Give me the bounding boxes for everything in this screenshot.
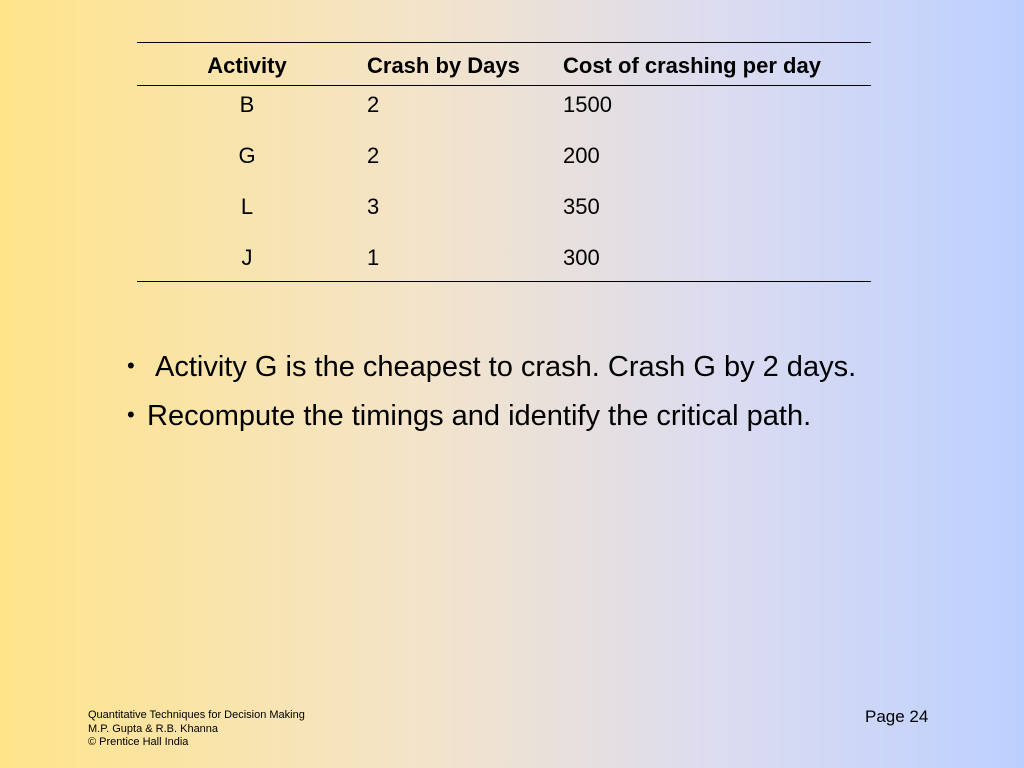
cell-cost: 350 bbox=[563, 194, 600, 219]
bullet-item bbox=[127, 391, 856, 440]
cell-crash-days: 1 bbox=[367, 245, 380, 270]
cell-activity: B bbox=[239, 92, 255, 117]
header-cost-of-crashing: Cost of crashing per day bbox=[553, 43, 871, 86]
cell-activity: G bbox=[238, 143, 256, 168]
footer-publisher: © Prentice Hall India bbox=[88, 736, 189, 748]
footer-book-title: Quantitative Techniques for Decision Making bbox=[88, 709, 305, 721]
cell-cost: 1500 bbox=[563, 92, 612, 117]
bullet-item bbox=[127, 342, 856, 391]
cell-crash-days: 3 bbox=[367, 194, 380, 219]
table-header-row bbox=[137, 43, 871, 86]
crash-cost-table bbox=[137, 42, 871, 282]
footer-credit bbox=[88, 709, 305, 750]
cell-crash-days: 2 bbox=[367, 143, 380, 168]
table-row bbox=[137, 86, 871, 138]
cell-activity: J bbox=[241, 245, 253, 270]
cell-crash-days: 2 bbox=[367, 92, 380, 117]
bullet-dot-icon: • bbox=[127, 402, 135, 427]
footer-authors: M.P. Gupta & R.B. Khanna bbox=[88, 722, 219, 735]
cell-activity: L bbox=[240, 194, 254, 219]
header-crash-by-days: Crash by Days bbox=[357, 43, 553, 86]
bullet-list bbox=[127, 342, 856, 440]
page-number: Page 24 bbox=[865, 707, 929, 726]
crash-table-container bbox=[137, 42, 871, 282]
bullet-text: Recompute the timings and identify the critical path. bbox=[147, 400, 812, 432]
bullet-dot-icon: • bbox=[127, 353, 135, 378]
cell-cost: 200 bbox=[563, 143, 600, 168]
table-row bbox=[137, 137, 871, 188]
table-row bbox=[137, 188, 871, 239]
cell-cost: 300 bbox=[563, 245, 600, 270]
header-activity: Activity bbox=[137, 43, 357, 86]
table-row bbox=[137, 239, 871, 282]
bullet-text: Activity G is the cheapest to crash. Crash G by 2 days. bbox=[155, 351, 857, 383]
